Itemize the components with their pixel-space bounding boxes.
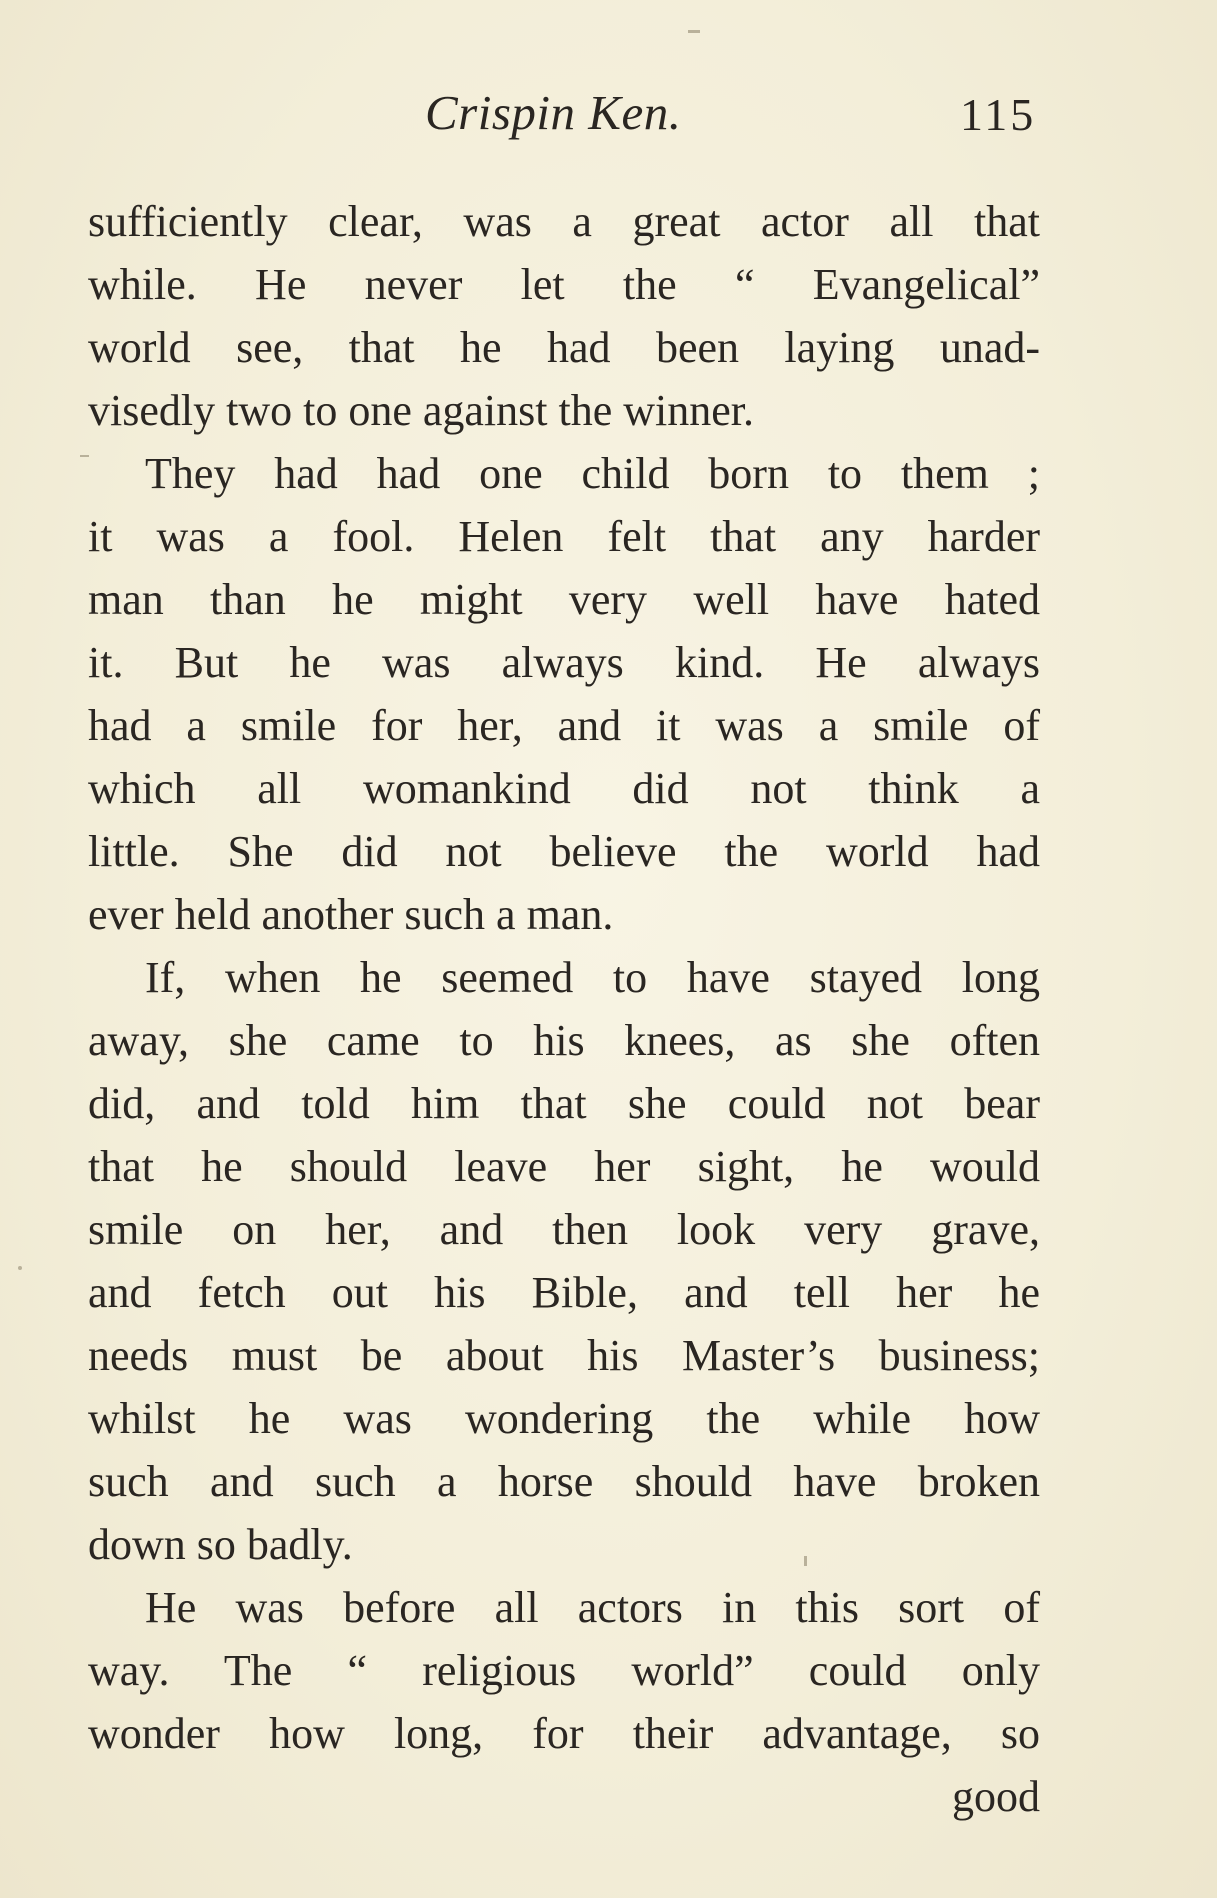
catchword: good: [952, 1772, 1040, 1821]
text-line: had a smile for her, and it was a smile of: [88, 701, 1040, 750]
text-line: while. He never let the “ Evangelical”: [88, 260, 1040, 309]
text-line: did, and told him that she could not bear: [88, 1079, 1040, 1128]
text-line: world see, that he had been laying unad-: [88, 323, 1040, 372]
page-number: 115: [960, 89, 1037, 140]
running-head: [0, 78, 1217, 148]
text-line: wonder how long, for their advantage, so: [88, 1709, 1040, 1758]
text-line: that he should leave her sight, he would: [88, 1142, 1040, 1191]
text-line: sufficiently clear, was a great actor all that: [88, 197, 1040, 246]
text-line: such and such a horse should have broken: [88, 1457, 1040, 1506]
running-head-title: Crispin Ken.: [425, 85, 682, 140]
text-line: down so badly.: [88, 1520, 353, 1569]
top-ink-mark: [688, 30, 700, 33]
text-line: ever held another such a man.: [88, 890, 614, 939]
text-line: man than he might very well have hated: [88, 575, 1040, 624]
text-line: needs must be about his Master’s business;: [88, 1331, 1040, 1380]
text-line: If, when he seemed to have stayed long: [145, 953, 1040, 1002]
text-line: visedly two to one against the winner.: [88, 386, 754, 435]
stray-ink-mark: [804, 1556, 807, 1566]
text-line: little. She did not believe the world had: [88, 827, 1040, 876]
text-line: He was before all actors in this sort of: [145, 1583, 1040, 1632]
body-text: [88, 190, 1040, 1828]
text-line: whilst he was wondering the while how: [88, 1394, 1040, 1443]
text-line: which all womankind did not think a: [88, 764, 1040, 813]
margin-dot-mark: [18, 1266, 22, 1270]
text-line: smile on her, and then look very grave,: [88, 1205, 1040, 1254]
text-line: it was a fool. Helen felt that any harder: [88, 512, 1040, 561]
text-line: it. But he was always kind. He always: [88, 638, 1040, 687]
text-line: and fetch out his Bible, and tell her he: [88, 1268, 1040, 1317]
text-line: away, she came to his knees, as she often: [88, 1016, 1040, 1065]
text-line: way. The “ religious world” could only: [88, 1646, 1040, 1695]
text-line: They had had one child born to them ;: [145, 449, 1040, 498]
